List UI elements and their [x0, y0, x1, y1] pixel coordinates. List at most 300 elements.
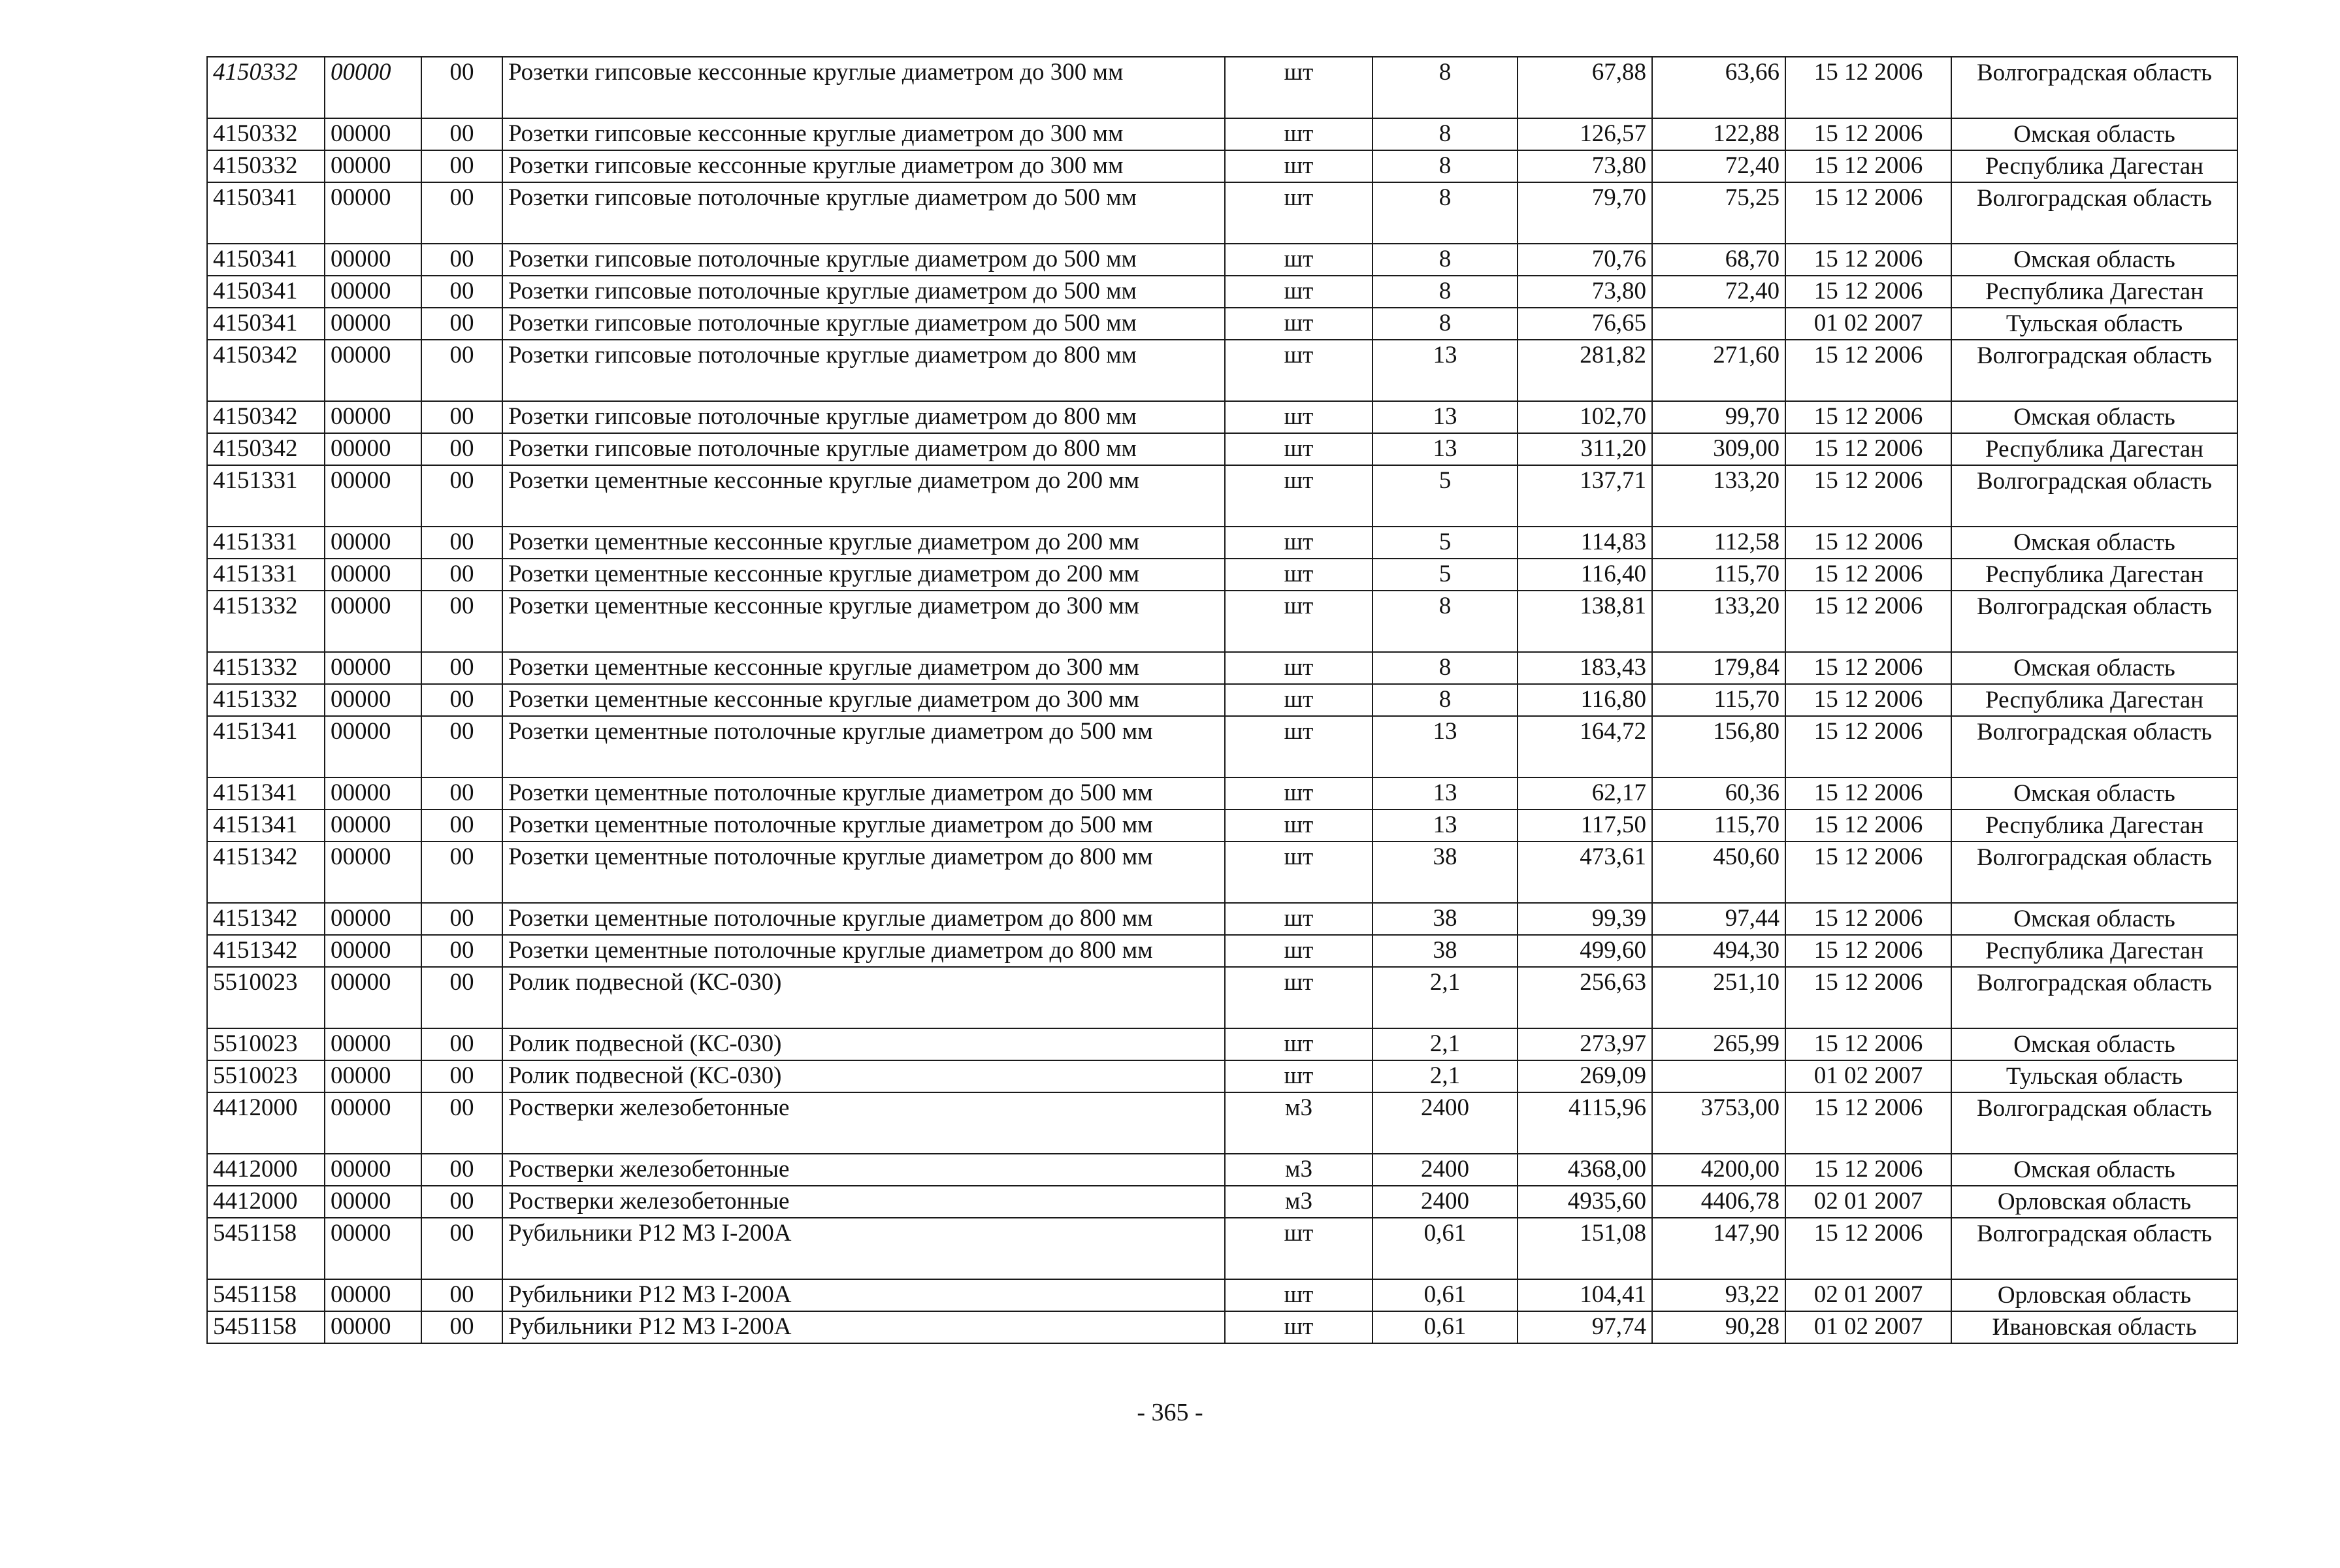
- coefficient-cell: 38: [1373, 841, 1518, 903]
- date-cell: 15 12 2006: [1785, 276, 1951, 308]
- date-cell: 15 12 2006: [1785, 118, 1951, 150]
- coefficient-cell: 13: [1373, 433, 1518, 465]
- price-cell: 115,70: [1652, 809, 1785, 841]
- price-cell: 97,44: [1652, 903, 1785, 935]
- item-code-cell: 4151331: [207, 527, 325, 559]
- price-with-vat-cell: 70,76: [1518, 244, 1652, 276]
- item-code-cell: 4151332: [207, 652, 325, 684]
- unit-cell: шт: [1225, 841, 1373, 903]
- extension-code-cell: 00: [421, 591, 502, 652]
- unit-cell: шт: [1225, 276, 1373, 308]
- price-with-vat-cell: 164,72: [1518, 716, 1652, 777]
- table-row: [207, 591, 2237, 652]
- extension-code-cell: 00: [421, 1311, 502, 1343]
- coefficient-cell: 8: [1373, 244, 1518, 276]
- item-code-cell: 4150332: [207, 57, 325, 118]
- date-cell: 01 02 2007: [1785, 308, 1951, 340]
- sub-code-cell: 00000: [325, 433, 421, 465]
- table-row: [207, 308, 2237, 340]
- item-code-cell: 5451158: [207, 1218, 325, 1279]
- date-cell: 01 02 2007: [1785, 1311, 1951, 1343]
- sub-code-cell: 00000: [325, 465, 421, 527]
- date-cell: 02 01 2007: [1785, 1279, 1951, 1311]
- sub-code-cell: 00000: [325, 340, 421, 401]
- coefficient-cell: 13: [1373, 809, 1518, 841]
- coefficient-cell: 2,1: [1373, 1060, 1518, 1092]
- sub-code-cell: 00000: [325, 150, 421, 182]
- date-cell: 15 12 2006: [1785, 182, 1951, 244]
- extension-code-cell: 00: [421, 150, 502, 182]
- item-code-cell: 4151332: [207, 591, 325, 652]
- item-code-cell: 4151342: [207, 841, 325, 903]
- extension-code-cell: 00: [421, 340, 502, 401]
- material-name-cell: Розетки гипсовые потолочные круглые диаметром до 800 мм: [502, 433, 1225, 465]
- extension-code-cell: 00: [421, 559, 502, 591]
- extension-code-cell: 00: [421, 182, 502, 244]
- extension-code-cell: 00: [421, 244, 502, 276]
- page-number: - 365 -: [1137, 1399, 1203, 1426]
- price-cell: 4406,78: [1652, 1186, 1785, 1218]
- sub-code-cell: 00000: [325, 1279, 421, 1311]
- material-name-cell: Розетки цементные кессонные круглые диаметром до 300 мм: [502, 652, 1225, 684]
- region-cell: Волгоградская область: [1951, 841, 2237, 903]
- item-code-cell: 4150342: [207, 401, 325, 433]
- table-row: [207, 967, 2237, 1028]
- extension-code-cell: 00: [421, 465, 502, 527]
- region-cell: Тульская область: [1951, 308, 2237, 340]
- price-with-vat-cell: 73,80: [1518, 150, 1652, 182]
- sub-code-cell: 00000: [325, 935, 421, 967]
- item-code-cell: 4151342: [207, 935, 325, 967]
- price-with-vat-cell: 116,40: [1518, 559, 1652, 591]
- price-cell: 115,70: [1652, 684, 1785, 716]
- item-code-cell: 4151341: [207, 716, 325, 777]
- price-cell: 112,58: [1652, 527, 1785, 559]
- price-cell: 133,20: [1652, 591, 1785, 652]
- date-cell: 15 12 2006: [1785, 967, 1951, 1028]
- sub-code-cell: 00000: [325, 841, 421, 903]
- price-cell: 99,70: [1652, 401, 1785, 433]
- unit-cell: шт: [1225, 716, 1373, 777]
- region-cell: Волгоградская область: [1951, 967, 2237, 1028]
- region-cell: Республика Дагестан: [1951, 433, 2237, 465]
- coefficient-cell: 8: [1373, 276, 1518, 308]
- coefficient-cell: 8: [1373, 150, 1518, 182]
- sub-code-cell: 00000: [325, 1028, 421, 1060]
- region-cell: Омская область: [1951, 1028, 2237, 1060]
- unit-cell: шт: [1225, 652, 1373, 684]
- price-with-vat-cell: 4935,60: [1518, 1186, 1652, 1218]
- price-with-vat-cell: 67,88: [1518, 57, 1652, 118]
- material-name-cell: Розетки гипсовые кессонные круглые диаметром до 300 мм: [502, 150, 1225, 182]
- coefficient-cell: 0,61: [1373, 1311, 1518, 1343]
- date-cell: 02 01 2007: [1785, 1186, 1951, 1218]
- extension-code-cell: 00: [421, 1279, 502, 1311]
- region-cell: Волгоградская область: [1951, 1092, 2237, 1154]
- region-cell: Волгоградская область: [1951, 57, 2237, 118]
- region-cell: Волгоградская область: [1951, 465, 2237, 527]
- region-cell: Омская область: [1951, 244, 2237, 276]
- sub-code-cell: 00000: [325, 1311, 421, 1343]
- date-cell: 15 12 2006: [1785, 841, 1951, 903]
- region-cell: Омская область: [1951, 1154, 2237, 1186]
- price-with-vat-cell: 102,70: [1518, 401, 1652, 433]
- price-with-vat-cell: 73,80: [1518, 276, 1652, 308]
- material-name-cell: Рубильники Р12 М3 I-200А: [502, 1279, 1225, 1311]
- sub-code-cell: 00000: [325, 118, 421, 150]
- coefficient-cell: 8: [1373, 182, 1518, 244]
- price-cell: 3753,00: [1652, 1092, 1785, 1154]
- material-name-cell: Розетки гипсовые потолочные круглые диаметром до 800 мм: [502, 340, 1225, 401]
- table-row: [207, 777, 2237, 809]
- unit-cell: шт: [1225, 1060, 1373, 1092]
- coefficient-cell: 13: [1373, 401, 1518, 433]
- date-cell: 15 12 2006: [1785, 244, 1951, 276]
- item-code-cell: 4150332: [207, 150, 325, 182]
- price-cell: 271,60: [1652, 340, 1785, 401]
- material-name-cell: Розетки гипсовые потолочные круглые диаметром до 500 мм: [502, 308, 1225, 340]
- region-cell: Республика Дагестан: [1951, 809, 2237, 841]
- price-cell: 75,25: [1652, 182, 1785, 244]
- table-row: [207, 841, 2237, 903]
- item-code-cell: 4150341: [207, 182, 325, 244]
- table-row: [207, 1311, 2237, 1343]
- date-cell: 01 02 2007: [1785, 1060, 1951, 1092]
- price-cell: 494,30: [1652, 935, 1785, 967]
- price-with-vat-cell: 116,80: [1518, 684, 1652, 716]
- price-with-vat-cell: 499,60: [1518, 935, 1652, 967]
- table-row: [207, 276, 2237, 308]
- price-with-vat-cell: 311,20: [1518, 433, 1652, 465]
- coefficient-cell: 8: [1373, 684, 1518, 716]
- material-name-cell: Розетки цементные потолочные круглые диаметром до 500 мм: [502, 809, 1225, 841]
- price-cell: 147,90: [1652, 1218, 1785, 1279]
- region-cell: Тульская область: [1951, 1060, 2237, 1092]
- date-cell: 15 12 2006: [1785, 777, 1951, 809]
- unit-cell: шт: [1225, 559, 1373, 591]
- sub-code-cell: 00000: [325, 1218, 421, 1279]
- price-cell: 265,99: [1652, 1028, 1785, 1060]
- item-code-cell: 4412000: [207, 1092, 325, 1154]
- unit-cell: шт: [1225, 465, 1373, 527]
- region-cell: Волгоградская область: [1951, 1218, 2237, 1279]
- unit-cell: шт: [1225, 57, 1373, 118]
- table-row: [207, 1279, 2237, 1311]
- coefficient-cell: 8: [1373, 591, 1518, 652]
- extension-code-cell: 00: [421, 716, 502, 777]
- table-body: [207, 57, 2237, 1343]
- extension-code-cell: 00: [421, 433, 502, 465]
- table-row: [207, 150, 2237, 182]
- sub-code-cell: 00000: [325, 401, 421, 433]
- sub-code-cell: 00000: [325, 182, 421, 244]
- price-cell: 60,36: [1652, 777, 1785, 809]
- date-cell: 15 12 2006: [1785, 1092, 1951, 1154]
- date-cell: 15 12 2006: [1785, 401, 1951, 433]
- material-name-cell: Ростверки железобетонные: [502, 1186, 1225, 1218]
- coefficient-cell: 2400: [1373, 1092, 1518, 1154]
- sub-code-cell: 00000: [325, 308, 421, 340]
- price-with-vat-cell: 256,63: [1518, 967, 1652, 1028]
- price-with-vat-cell: 269,09: [1518, 1060, 1652, 1092]
- unit-cell: шт: [1225, 118, 1373, 150]
- table-row: [207, 716, 2237, 777]
- material-name-cell: Розетки гипсовые потолочные круглые диаметром до 800 мм: [502, 401, 1225, 433]
- region-cell: Республика Дагестан: [1951, 150, 2237, 182]
- material-name-cell: Рубильники Р12 М3 I-200А: [502, 1218, 1225, 1279]
- item-code-cell: 5451158: [207, 1279, 325, 1311]
- price-table: [206, 56, 2238, 1344]
- region-cell: Республика Дагестан: [1951, 559, 2237, 591]
- unit-cell: м3: [1225, 1186, 1373, 1218]
- region-cell: Волгоградская область: [1951, 716, 2237, 777]
- table-row: [207, 559, 2237, 591]
- date-cell: 15 12 2006: [1785, 465, 1951, 527]
- date-cell: 15 12 2006: [1785, 1028, 1951, 1060]
- item-code-cell: 4412000: [207, 1186, 325, 1218]
- coefficient-cell: 2400: [1373, 1154, 1518, 1186]
- region-cell: Республика Дагестан: [1951, 935, 2237, 967]
- coefficient-cell: 13: [1373, 340, 1518, 401]
- price-with-vat-cell: 117,50: [1518, 809, 1652, 841]
- extension-code-cell: 00: [421, 1060, 502, 1092]
- region-cell: Волгоградская область: [1951, 591, 2237, 652]
- item-code-cell: 5510023: [207, 1028, 325, 1060]
- table-row: [207, 935, 2237, 967]
- table-row: [207, 684, 2237, 716]
- coefficient-cell: 8: [1373, 57, 1518, 118]
- price-cell: 115,70: [1652, 559, 1785, 591]
- unit-cell: шт: [1225, 401, 1373, 433]
- coefficient-cell: 2,1: [1373, 1028, 1518, 1060]
- extension-code-cell: 00: [421, 935, 502, 967]
- sub-code-cell: 00000: [325, 1092, 421, 1154]
- table-row: [207, 1092, 2237, 1154]
- table-row: [207, 1028, 2237, 1060]
- price-cell: [1652, 308, 1785, 340]
- unit-cell: м3: [1225, 1154, 1373, 1186]
- sub-code-cell: 00000: [325, 1154, 421, 1186]
- date-cell: 15 12 2006: [1785, 1154, 1951, 1186]
- material-name-cell: Розетки гипсовые потолочные круглые диаметром до 500 мм: [502, 182, 1225, 244]
- region-cell: Омская область: [1951, 401, 2237, 433]
- extension-code-cell: 00: [421, 1218, 502, 1279]
- material-name-cell: Ролик подвесной (КС-030): [502, 1028, 1225, 1060]
- region-cell: Омская область: [1951, 118, 2237, 150]
- unit-cell: шт: [1225, 591, 1373, 652]
- date-cell: 15 12 2006: [1785, 340, 1951, 401]
- price-with-vat-cell: 137,71: [1518, 465, 1652, 527]
- item-code-cell: 4412000: [207, 1154, 325, 1186]
- price-with-vat-cell: 4368,00: [1518, 1154, 1652, 1186]
- sub-code-cell: 00000: [325, 1186, 421, 1218]
- price-with-vat-cell: 281,82: [1518, 340, 1652, 401]
- item-code-cell: 4150342: [207, 340, 325, 401]
- extension-code-cell: 00: [421, 903, 502, 935]
- material-name-cell: Розетки цементные кессонные круглые диаметром до 200 мм: [502, 527, 1225, 559]
- price-with-vat-cell: 4115,96: [1518, 1092, 1652, 1154]
- material-name-cell: Ростверки железобетонные: [502, 1092, 1225, 1154]
- item-code-cell: 4150342: [207, 433, 325, 465]
- material-name-cell: Розетки цементные кессонные круглые диаметром до 300 мм: [502, 684, 1225, 716]
- table-row: [207, 340, 2237, 401]
- extension-code-cell: 00: [421, 967, 502, 1028]
- sub-code-cell: 00000: [325, 716, 421, 777]
- table-row: [207, 465, 2237, 527]
- extension-code-cell: 00: [421, 118, 502, 150]
- material-name-cell: Ростверки железобетонные: [502, 1154, 1225, 1186]
- material-name-cell: Рубильники Р12 М3 I-200А: [502, 1311, 1225, 1343]
- extension-code-cell: 00: [421, 57, 502, 118]
- date-cell: 15 12 2006: [1785, 684, 1951, 716]
- unit-cell: шт: [1225, 308, 1373, 340]
- date-cell: 15 12 2006: [1785, 809, 1951, 841]
- item-code-cell: 4150341: [207, 308, 325, 340]
- coefficient-cell: 0,61: [1373, 1279, 1518, 1311]
- price-cell: 309,00: [1652, 433, 1785, 465]
- price-cell: 4200,00: [1652, 1154, 1785, 1186]
- extension-code-cell: 00: [421, 841, 502, 903]
- sub-code-cell: 00000: [325, 57, 421, 118]
- table-row: [207, 903, 2237, 935]
- price-with-vat-cell: 273,97: [1518, 1028, 1652, 1060]
- price-with-vat-cell: 126,57: [1518, 118, 1652, 150]
- coefficient-cell: 5: [1373, 559, 1518, 591]
- price-with-vat-cell: 76,65: [1518, 308, 1652, 340]
- region-cell: Республика Дагестан: [1951, 276, 2237, 308]
- price-cell: 156,80: [1652, 716, 1785, 777]
- table-row: [207, 652, 2237, 684]
- material-name-cell: Розетки цементные потолочные круглые диаметром до 500 мм: [502, 716, 1225, 777]
- date-cell: 15 12 2006: [1785, 527, 1951, 559]
- material-name-cell: Розетки цементные потолочные круглые диаметром до 800 мм: [502, 903, 1225, 935]
- extension-code-cell: 00: [421, 276, 502, 308]
- table-row: [207, 57, 2237, 118]
- unit-cell: шт: [1225, 1218, 1373, 1279]
- unit-cell: шт: [1225, 935, 1373, 967]
- unit-cell: шт: [1225, 1279, 1373, 1311]
- unit-cell: шт: [1225, 182, 1373, 244]
- unit-cell: шт: [1225, 527, 1373, 559]
- unit-cell: шт: [1225, 1028, 1373, 1060]
- coefficient-cell: 13: [1373, 716, 1518, 777]
- region-cell: Республика Дагестан: [1951, 684, 2237, 716]
- price-with-vat-cell: 97,74: [1518, 1311, 1652, 1343]
- unit-cell: шт: [1225, 809, 1373, 841]
- table-row: [207, 1218, 2237, 1279]
- extension-code-cell: 00: [421, 527, 502, 559]
- item-code-cell: 5451158: [207, 1311, 325, 1343]
- region-cell: Омская область: [1951, 527, 2237, 559]
- price-cell: 122,88: [1652, 118, 1785, 150]
- price-cell: 251,10: [1652, 967, 1785, 1028]
- price-with-vat-cell: 104,41: [1518, 1279, 1652, 1311]
- coefficient-cell: 2400: [1373, 1186, 1518, 1218]
- table-row: [207, 182, 2237, 244]
- region-cell: Омская область: [1951, 777, 2237, 809]
- price-cell: 450,60: [1652, 841, 1785, 903]
- item-code-cell: 4151342: [207, 903, 325, 935]
- price-with-vat-cell: 62,17: [1518, 777, 1652, 809]
- date-cell: 15 12 2006: [1785, 591, 1951, 652]
- price-cell: 72,40: [1652, 276, 1785, 308]
- unit-cell: шт: [1225, 150, 1373, 182]
- extension-code-cell: 00: [421, 684, 502, 716]
- unit-cell: шт: [1225, 777, 1373, 809]
- sub-code-cell: 00000: [325, 1060, 421, 1092]
- price-cell: 90,28: [1652, 1311, 1785, 1343]
- material-name-cell: Розетки цементные потолочные круглые диаметром до 500 мм: [502, 777, 1225, 809]
- item-code-cell: 4151331: [207, 559, 325, 591]
- price-with-vat-cell: 79,70: [1518, 182, 1652, 244]
- material-name-cell: Розетки цементные кессонные круглые диаметром до 300 мм: [502, 591, 1225, 652]
- sub-code-cell: 00000: [325, 903, 421, 935]
- price-cell: 179,84: [1652, 652, 1785, 684]
- date-cell: 15 12 2006: [1785, 716, 1951, 777]
- region-cell: Волгоградская область: [1951, 340, 2237, 401]
- extension-code-cell: 00: [421, 1154, 502, 1186]
- unit-cell: шт: [1225, 684, 1373, 716]
- extension-code-cell: 00: [421, 1028, 502, 1060]
- date-cell: 15 12 2006: [1785, 433, 1951, 465]
- price-cell: 63,66: [1652, 57, 1785, 118]
- material-name-cell: Ролик подвесной (КС-030): [502, 1060, 1225, 1092]
- coefficient-cell: 13: [1373, 777, 1518, 809]
- sub-code-cell: 00000: [325, 276, 421, 308]
- sub-code-cell: 00000: [325, 591, 421, 652]
- item-code-cell: 4151341: [207, 777, 325, 809]
- item-code-cell: 4151332: [207, 684, 325, 716]
- table-row: [207, 433, 2237, 465]
- price-cell: [1652, 1060, 1785, 1092]
- table-row: [207, 118, 2237, 150]
- extension-code-cell: 00: [421, 809, 502, 841]
- table-row: [207, 809, 2237, 841]
- sub-code-cell: 00000: [325, 684, 421, 716]
- price-with-vat-cell: 138,81: [1518, 591, 1652, 652]
- material-name-cell: Розетки цементные кессонные круглые диаметром до 200 мм: [502, 559, 1225, 591]
- coefficient-cell: 0,61: [1373, 1218, 1518, 1279]
- coefficient-cell: 38: [1373, 935, 1518, 967]
- item-code-cell: 4151331: [207, 465, 325, 527]
- unit-cell: шт: [1225, 967, 1373, 1028]
- price-with-vat-cell: 99,39: [1518, 903, 1652, 935]
- sub-code-cell: 00000: [325, 559, 421, 591]
- date-cell: 15 12 2006: [1785, 1218, 1951, 1279]
- price-cell: 93,22: [1652, 1279, 1785, 1311]
- date-cell: 15 12 2006: [1785, 57, 1951, 118]
- region-cell: Волгоградская область: [1951, 182, 2237, 244]
- item-code-cell: 5510023: [207, 1060, 325, 1092]
- region-cell: Омская область: [1951, 903, 2237, 935]
- price-with-vat-cell: 114,83: [1518, 527, 1652, 559]
- material-name-cell: Ролик подвесной (КС-030): [502, 967, 1225, 1028]
- price-with-vat-cell: 183,43: [1518, 652, 1652, 684]
- sub-code-cell: 00000: [325, 244, 421, 276]
- unit-cell: шт: [1225, 340, 1373, 401]
- price-cell: 68,70: [1652, 244, 1785, 276]
- extension-code-cell: 00: [421, 777, 502, 809]
- extension-code-cell: 00: [421, 401, 502, 433]
- date-cell: 15 12 2006: [1785, 150, 1951, 182]
- price-cell: 133,20: [1652, 465, 1785, 527]
- coefficient-cell: 8: [1373, 652, 1518, 684]
- material-name-cell: Розетки гипсовые потолочные круглые диаметром до 500 мм: [502, 276, 1225, 308]
- coefficient-cell: 5: [1373, 465, 1518, 527]
- extension-code-cell: 00: [421, 1092, 502, 1154]
- coefficient-cell: 38: [1373, 903, 1518, 935]
- coefficient-cell: 8: [1373, 308, 1518, 340]
